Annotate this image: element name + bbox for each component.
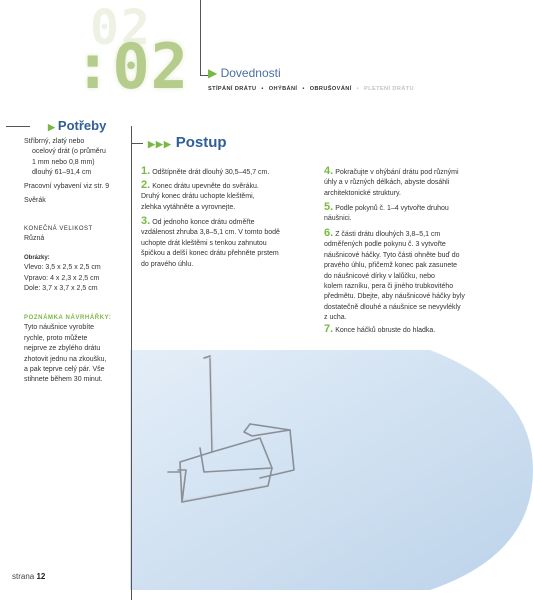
step-3: 3. Od jednoho konce drátu odměřte vzdálenost zhruba 3,8–5,1 cm. V tomto bodě uchopte drát kleštěmi s tenkou zahnutou špičkou a delší konec drátu přehněte prstem do pravého úhlu. <box>141 215 280 268</box>
skills-list: STÍPÁNÍ DRÁTU • OHÝBÁNÍ • OBRUŠOVÁNÍ • PLETENÍ DRÁTU <box>208 86 414 92</box>
triangle-icon: ▶ <box>48 122 55 132</box>
wire-earring-photo <box>140 352 300 512</box>
main-heading-rule <box>131 143 143 144</box>
triangle-icons: ▶▶▶ <box>148 139 172 149</box>
supplies-heading: ▶ Potřeby <box>48 118 107 133</box>
final-size-label: KONEČNÁ VELIKOST <box>24 226 93 232</box>
step-5: 5. Podle pokynů č. 1–4 vytvořte druhou náušnici. <box>324 201 449 223</box>
step-2: 2. Konec drátu upevněte do svěráku. Druhý konec drátu uchopte kleštěmi, zlehka vytáhněte a vyrovnejte. <box>141 179 259 211</box>
skills-title: ▶ Dovednosti <box>208 66 281 80</box>
materials-block: Stříbrný, zlatý nebo ocelový drát (o průměru 1 mm nebo 0,8 mm) dlouhý 61–91,4 cm <box>24 138 106 177</box>
step-1: 1. Odštípněte drát dlouhý 30,5–45,7 cm. <box>141 165 270 177</box>
procedure-heading: ▶▶▶ Postup <box>148 134 227 151</box>
top-vertical-rule <box>200 0 201 76</box>
column-divider <box>131 126 132 600</box>
left-heading-rule <box>6 126 30 127</box>
project-number: :02 <box>74 30 189 103</box>
step-7: 7. Konce háčků obruste do hladka. <box>324 323 436 335</box>
tools-text: Pracovní vybavení viz str. 9 <box>24 183 110 190</box>
step-4: 4. Pokračujte v ohýbání drátu pod různými úhly a v různých délkách, abyste dosáhli architektonické struktury. <box>324 165 459 197</box>
designer-note: POZNÁMKA NÁVRHÁŘKY: Tyto náušnice vyrobíte rychle, proto můžete nejprve ze zbylého drátu zhotovit jednu na zkoušku, a pak teprve celý pár. Vše stihnete během 30 minut. <box>24 315 112 384</box>
page-number: strana 12 <box>12 572 46 581</box>
final-size-value: Různá <box>24 235 45 242</box>
image-sizes: Obrázky: Vlevo: 3,5 x 2,5 x 2,5 cm Vpravo: 4 x 2,3 x 2,5 cm Dole: 3,7 x 3,7 x 2,5 cm <box>24 255 101 293</box>
project-number-shadow: 02 <box>90 0 152 56</box>
step-6: 6. Z části drátu dlouhých 3,8–5,1 cm odměřených podle pokynu č. 3 vytvořte náušnicové háčky. Tyto části ohněte buď do pravého úhlu, přičemž konec pak zasunete do náušnicové dírky v lalůčku, nebo kolem razníku, pera či jiného trubkovitého předmětu. Dbejte, aby náušnicové háčky byly dostatečně dlouhé a náušnice se nevyvlékly z ucha. <box>324 227 465 322</box>
triangle-icon: ▶ <box>208 66 218 80</box>
vise-text: Svěrák <box>24 197 46 204</box>
